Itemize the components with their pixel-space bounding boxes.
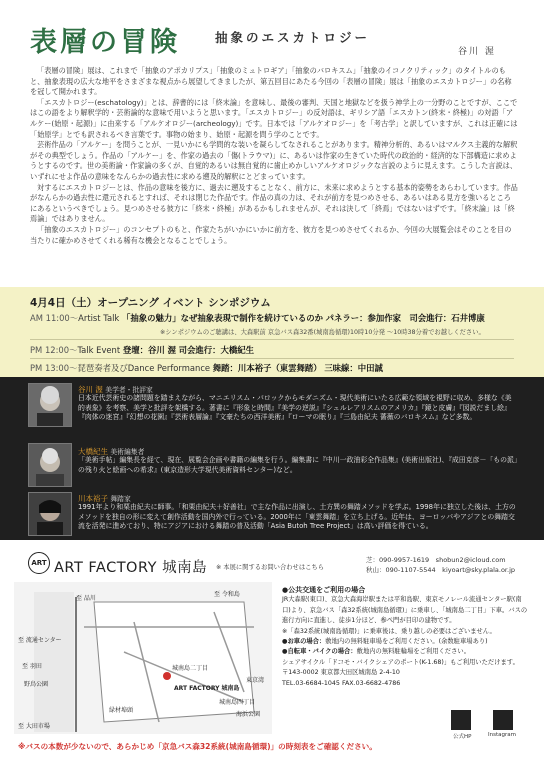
intro-paragraph: 対するにエスカトロジーとは、作品の意味を後方に、過去に遡及することなく、前方に、未来に求めようとする基本的姿勢をあらわしています。作品がなんらかの過去性に還元されるとすれば、それは閉じた作品です。作品の真の力は、それが前方を見つめさせる、あるいはある見方を強いるところにあるというべきでしょう。見つめさせる彼方に「終末・終極」があるかもしれませんが、それは決して「終焉」ではないはずです。「終末論」は「終焉論」ではありません。 (30, 182, 518, 224)
intro-paragraph: 「表層の冒険」展は、これまで「抽象のアポカリプス」「抽象のミュトロギア」「抽象のバロキスム」「抽象のイコノクリティック」のタイトルのもと、抽象表現の広大な地平をさまざまな視点から展望してきましたが、第五回目にあたる今回の「表層の冒険」展は「抽象のエスカトロジー」の名称を冠して開かれます。 (30, 66, 512, 97)
intro-paragraph: 「エスカトロジー(eschatology)」とは、辞書的には「終末論」を意味し、最後の審判、天国と地獄などを扱う神学上の一分野のことですが、ここではこの語をより解釈学的・芸術論的な意味で用いようと思います。「エスカトロジー」の反対語は、ギリシア語「エスカトン(終末・終極)」の対語「アルケー(始原・起源)」に由来する「アルケオロジー(archeology)」です。日本では「アルケオロジー」を「考古学」と訳していますが、これは正確には「始原学」とでも訳されるべき言葉です。事物の始まり、始原・起源を問う学のことです。 (30, 97, 518, 139)
access-line: 敷地内の無料駐輪場をご利用ください。 (356, 648, 470, 656)
speaker-photo (28, 383, 72, 427)
program-extra: パネラー：参加作家 司会進行：石井博康 (325, 313, 485, 323)
access-map (14, 582, 272, 734)
map-label: 緑材埠頭 (109, 707, 134, 714)
speaker-role: 美術編集者 (110, 448, 145, 456)
speaker-name-text: 川本裕子 (78, 494, 108, 503)
speaker-photo (28, 443, 72, 487)
program-time: AM 11:00〜 (30, 313, 79, 323)
map-label: 城南島二丁目 (172, 665, 209, 672)
divider (30, 339, 514, 340)
map-label: ART FACTORY 城南島 (174, 685, 240, 692)
map-label: 至 令和島 (214, 591, 240, 598)
intro-paragraph: 「抽象のエスカトロジー」のコンセプトのもと、作家たちがいかにいかに前方を、彼方を見つめさせてくれるか、今回の大展覧会はそのことを目の当たりに確かめさせてくれる稀有な機会となることでしょう。 (30, 224, 512, 245)
page-title: 表層の冒険 (30, 27, 180, 58)
program-time: PM 13:00〜 (30, 363, 78, 373)
speaker-name-text: 谷川 渥 (78, 385, 103, 394)
qr-label: Instagram (488, 732, 516, 738)
qr-code-icon[interactable] (493, 710, 513, 730)
program-row (30, 362, 383, 374)
address: 〒143-0002 東京都大田区城南島 2-4-10 (282, 669, 400, 677)
intro-text (30, 66, 518, 246)
speaker-role: 美学者・批評家 (105, 386, 153, 394)
program-label: Artist Talk (78, 313, 120, 323)
map-label: 至 流通センター (18, 637, 62, 644)
program-label: 琵琶奏者及びDance Performance (77, 363, 211, 373)
map-label: 城南島四丁目 (219, 699, 256, 706)
program-main: 「抽象の魅力」なぜ抽象表現で制作を続けているのか (121, 313, 323, 323)
program-label: Talk Event (77, 345, 121, 355)
page-subtitle: 抽象のエスカトロジー (215, 30, 371, 45)
speaker-bio: 1991年より和栗由紀夫に師事。「和栗由紀夫＋好善社」で主な作品に出演し、土方巽の舞踏メソッドを学ぶ。1998年に独立した後は、土方のメソッドを独自の形に変えて創作活動を国内外で行っている。2000年に「東雲舞踏」を立ち上げる。近年は、ヨーロッパやアジアとの舞踏交流を活発に進めており、特にアジアにおける舞踏の普及活動「Asia Butoh Tree Project」は高い評価を得ている。 (78, 503, 516, 531)
access-heading: ●お車の場合： (282, 638, 326, 646)
event-section (0, 287, 544, 377)
qr-label: 公式HP (453, 734, 472, 740)
contact-line: 秋山：090-1107-5544 kiyoart@sky.plala.or.jp (366, 566, 516, 574)
program-main: 舞踏：川本裕子（東雲舞踏） (212, 363, 322, 373)
program-note: ※シンポジウムのご聴講は、大森駅前 京急バス森32番(城南島循環)10時10分発 ～10時38分着でお越しください。 (160, 329, 485, 336)
program-time: PM 12:00〜 (30, 345, 78, 355)
access-line: 敷地内の無料駐車場をご利用ください。(余数駐車場あり) (325, 638, 488, 646)
speakers-section (0, 377, 544, 540)
map-graphic (14, 582, 272, 734)
venue-note: ※ 本展に関するお問い合わせはこちら (216, 564, 325, 571)
author-name: 谷川 渥 (458, 47, 496, 57)
map-label: 至 大田市場 (18, 723, 50, 730)
footer-note: ※バスの本数が少ないので、あらかじめ「京急バス森32系統(城南島循環)」の時刻表をご確認ください。 (18, 742, 377, 751)
speaker-photo (28, 492, 72, 536)
divider (30, 358, 514, 359)
speaker-name-text: 大橋紀生 (78, 447, 108, 456)
phone: TEL.03-6684-1045 FAX.03-6682-4786 (282, 679, 401, 687)
map-label: 海浜公園 (236, 711, 261, 718)
map-label: 至 品川 (76, 595, 96, 602)
intro-paragraph: 芸術作品の「アルケー」を問うことが、一見いかにも学問的な装いを凝らしてなされることがあります。精神分析的、あるいはマルクス主義的な解釈がその典型でしょう。作品の「アルケー」を、作家の過去の「傷(トラウマ)」に、あるいは作家の生きていた時代の政治的・経済的な下部構造に求めようとするのです。世の美術論・作家論の多くが、自覚的あるいは無自覚的に歯止めかしいアルケオロジックな言説のように見えます。こうした言説は、いずれにせよ作品の意味をなんらかの過去性に求める遡及的解釈にとどまっています。 (30, 140, 518, 181)
program-row (30, 312, 485, 324)
access-line: JR大森駅(東口)、京急大森海岸駅または平和島駅、東京モノレール流通センター駅(南口)より、京急バス「森32系統(城南島循環)」に乗車し、「城南島二丁目」下車。バスの進行方向に直進し、徒歩1分ほど、参ぺ門が目印の建物です。 (282, 596, 528, 625)
access-line: シェアサイクル「ドコモ・バイクシェアのポート(K-1.68)」もご利用いただけます。 (282, 658, 519, 666)
access-info (282, 585, 528, 689)
access-line: ※「森32系統(城南島循環)」に乗車後は、乗り越しの必要はございません。 (282, 627, 496, 635)
contact-line: 芝：090-9957-1619 shobun2@icloud.com (366, 556, 506, 564)
map-label: 至 羽田 (22, 663, 42, 670)
map-label: 野鳥公園 (24, 681, 49, 688)
speaker-role: 舞踏家 (110, 495, 131, 503)
program-extra: 三味線：中田誠 (324, 363, 383, 373)
map-label: 東京湾 (246, 677, 265, 684)
program-extra: 司会進行：大橋紀生 (178, 345, 255, 355)
program-row (30, 344, 254, 356)
event-title: 4月4日（土）オープニング イベント シンポジウム (30, 297, 271, 309)
access-heading: ●自転車・バイクの場合： (282, 648, 357, 656)
contact-info (366, 555, 515, 575)
speaker-bio: 「美術手帖」編集長を経て、現在、展覧会企画や書籍の編集を行う。編集書に『中川一政油彩全作品集』(美術出版社)、『成田克彦－「もの派」の残り火と絵画への希求』(東京造形大学現代美術資料センター)など。 (78, 456, 518, 474)
qr-code-icon[interactable] (451, 710, 471, 730)
program-main: 登壇：谷川 渥 (122, 345, 176, 355)
venue-name: ART FACTORY 城南島 (54, 560, 208, 576)
speaker-bio: 日本近代芸術史の諸問題を踏まえながら、マニエリスム・バロックからモダニズム・現代美術にいたる広範な領域を視野に収め、多様な《美的表象》を考察、美学と批評を架橋する。著書に『形象と時間』『美学の逆説』『シュルレアリスムのアメリカ』『鏡と皮膚』『図説だまし絵』『肉体の迷宮』『幻想の花園』『芸術表層論』『文豪たちの西洋美術』『ローマの眠り』『三島由紀夫 薔薇のバロキスム』など多数。 (78, 394, 512, 422)
venue-logo: ART (28, 552, 50, 574)
access-heading: ●公共交通をご利用の場合 (282, 586, 366, 594)
